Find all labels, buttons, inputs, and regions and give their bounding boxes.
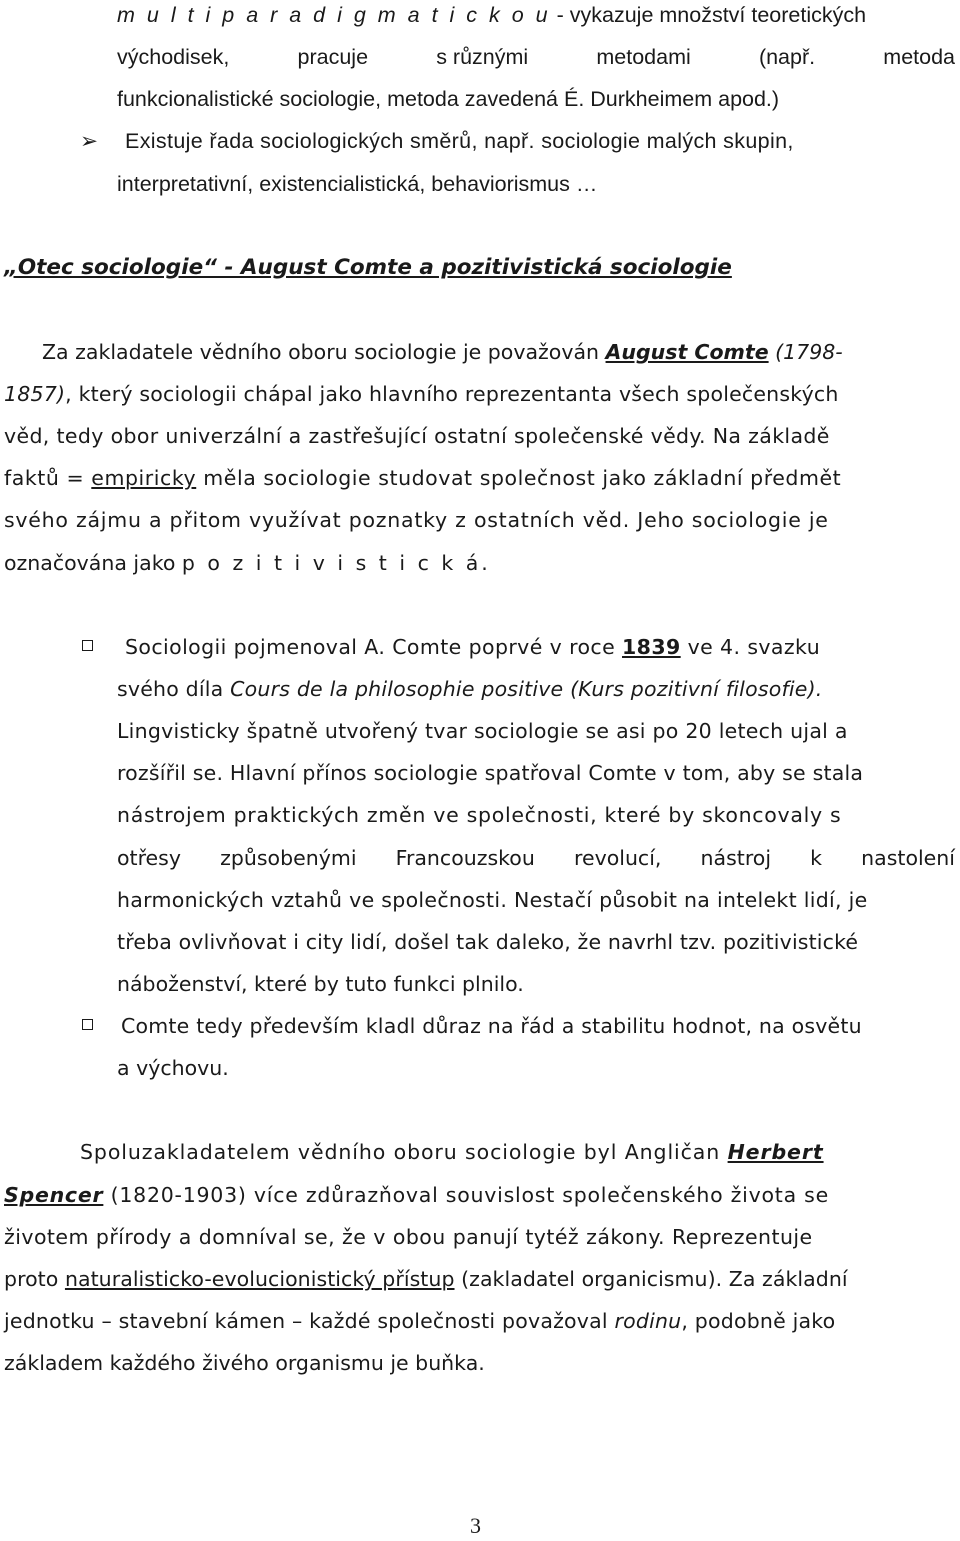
intro-line-2 [117, 42, 955, 72]
bullet1-line-8: třeba ovlivňovat i city lidí, došel tak daleko, že navrhl tzv. pozitivistické [117, 930, 859, 954]
word: východisek, [117, 45, 230, 69]
text: , který sociologii chápal jako hlavního reprezentanta všech společenských [65, 382, 839, 406]
spencer-line-3: životem přírody a domníval se, že v obou panují tytéž zákony. Reprezentuje [4, 1225, 813, 1249]
multiparadigmatic-term: m u l t i p a r a d i g m a t i c k o u [117, 3, 551, 27]
text: rozšířil se. [117, 761, 230, 785]
text: svého díla [117, 677, 231, 701]
text: proto [4, 1267, 65, 1291]
comte-line-4 [4, 463, 841, 493]
text: Sociologii pojmenoval A. Comte poprvé v roce [125, 635, 623, 659]
spencer-line-2 [4, 1180, 829, 1210]
text: Za zakladatele vědního oboru sociologie je považován [42, 340, 606, 364]
comte-line-5: svého zájmu a přitom využívat poznatky z ostatních věd. Jeho sociologie je [4, 508, 829, 532]
bullet2-line-2: a výchovu. [117, 1056, 229, 1080]
word: Francouzskou [395, 846, 535, 870]
square-bullet-icon [82, 640, 93, 651]
word: (např. [758, 45, 816, 69]
text: 1857) [4, 382, 66, 406]
page-number: 3 [470, 1513, 481, 1538]
bullet1-line-2 [117, 674, 822, 704]
word: nastolení [861, 846, 955, 870]
rodinu-term: rodinu [614, 1309, 682, 1333]
intro-line-1-rest: - vykazuje množství teoretických [550, 3, 867, 27]
comte-line-3: věd, tedy obor univerzální a zastřešující ostatní společenské vědy. Na základě [4, 424, 830, 448]
word: otřesy [117, 846, 181, 870]
word: pracuje [297, 45, 369, 69]
arrow-bullet-icon: ➢ [80, 129, 99, 153]
text: harmonických vztahů ve společnosti. [117, 888, 514, 912]
text: označována jako [4, 551, 182, 575]
empiricky-link: empiricky [91, 466, 197, 490]
august-comte-name: August Comte [605, 340, 769, 364]
bullet2-line-1: Comte tedy především kladl důraz na řád a stabilitu hodnot, na osvětu [121, 1014, 862, 1038]
pozitivisticka-term: p o z i t i v i s t i c k á. [181, 551, 491, 575]
bullet1-line-3: Lingvisticky špatně utvořený tvar sociologie se asi po 20 letech ujal a [117, 719, 848, 743]
text: Spoluzakladatelem vědního oboru sociologie byl Angličan [80, 1140, 728, 1164]
year-1839: 1839 [622, 635, 681, 659]
comte-line-6 [4, 548, 491, 578]
text: Hlavní přínos sociologie spatřoval Comte v tom, aby se stala [229, 761, 864, 785]
bullet1-line-5: nástrojem praktických změn ve společnosti, které by skoncovaly s [117, 803, 842, 827]
spencer-line-1 [80, 1137, 824, 1167]
herbert-name: Herbert [727, 1140, 824, 1164]
comte-line-1 [42, 337, 843, 367]
intro-line-1 [117, 0, 957, 30]
book-title: Cours de la philosophie positive (Kurs pozitivní filosofie). [230, 677, 823, 701]
text: (1798- [768, 340, 843, 364]
text: ve 4. svazku [680, 635, 821, 659]
text: jednotku – stavební kámen – každé společnosti považoval [4, 1309, 615, 1333]
text: faktů = [4, 466, 92, 490]
word: nástroj [700, 846, 772, 870]
bullet1-line-7 [117, 885, 868, 915]
square-bullet-icon [82, 1019, 93, 1030]
bullet1-line-4 [117, 758, 863, 788]
naturalistic-approach-link: naturalisticko-evolucionistický přístup [64, 1267, 455, 1291]
word: revolucí, [573, 846, 662, 870]
text: měla sociologie studovat společnost jako základní předmět [196, 466, 842, 490]
comte-line-2 [4, 379, 839, 409]
bullet1-line-1 [125, 632, 820, 662]
word: s různými [436, 45, 529, 69]
intro-line-5: interpretativní, existencialistická, behaviorismus … [117, 172, 598, 196]
text: (1820-1903) více zdůrazňoval souvislost společenského života se [103, 1183, 829, 1207]
bullet1-line-6 [117, 843, 955, 873]
word: k [810, 846, 823, 870]
text: (zakladatel organicismu). Za základní [454, 1267, 848, 1291]
spencer-line-4 [4, 1264, 848, 1294]
spencer-line-6: základem každého živého organismu je buňka. [4, 1351, 485, 1375]
bullet1-line-9: náboženství, které by tuto funkci plnilo. [117, 972, 524, 996]
word: způsobenými [220, 846, 357, 870]
intro-line-3: funkcionalistické sociologie, metoda zavedená É. Durkheimem apod.) [117, 87, 780, 111]
word: metoda [883, 45, 955, 69]
intro-line-4: Existuje řada sociologických směrů, např. sociologie malých skupin, [125, 129, 794, 153]
text: , podobně jako [681, 1309, 836, 1333]
spencer-line-5 [4, 1306, 835, 1336]
section-heading: „Otec sociologie“ - August Comte a pozitivistická sociologie [4, 255, 732, 280]
spencer-name: Spencer [4, 1183, 104, 1207]
word: metodami [596, 45, 691, 69]
text: Nestačí působit na intelekt lidí, je [514, 888, 868, 912]
